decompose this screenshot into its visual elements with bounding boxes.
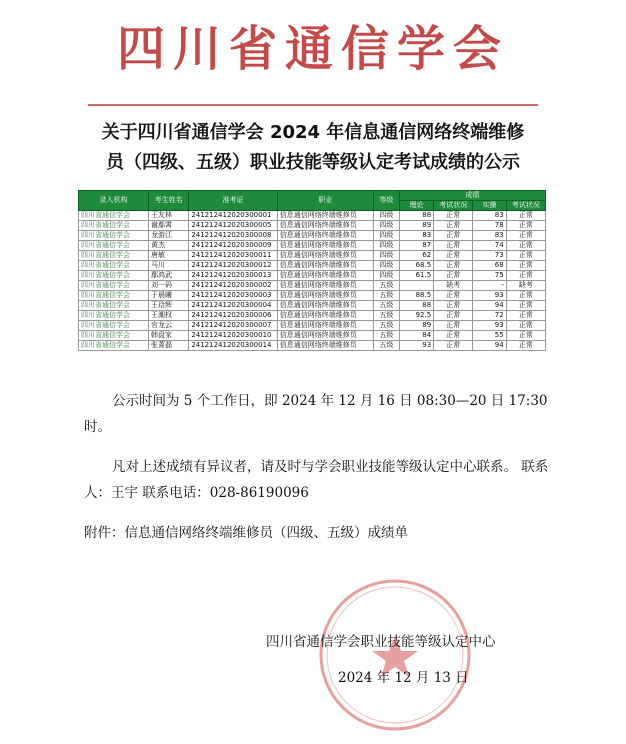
cell-name: 王潮权 xyxy=(149,311,189,321)
table-row xyxy=(79,341,546,351)
cell-job: 信息通信网络终端维修员 xyxy=(277,251,373,261)
cell-theory-status: 正常 xyxy=(434,261,473,271)
cell-theory-status: 正常 xyxy=(434,321,473,331)
cell-theory: 88 xyxy=(399,211,433,221)
cell-job: 信息通信网络终端维修员 xyxy=(277,311,373,321)
cell-theory-status: 正常 xyxy=(434,251,473,261)
cell-job: 信息通信网络终端维修员 xyxy=(277,301,373,311)
cell-practice-status: 正常 xyxy=(506,211,545,221)
cell-practice-status: 正常 xyxy=(506,331,545,341)
cell-cert: 241212412020300011 xyxy=(189,251,277,261)
cell-theory-status: 正常 xyxy=(434,331,473,341)
cell-cert: 241212412020300003 xyxy=(189,291,277,301)
cell-level: 四级 xyxy=(374,221,400,231)
cell-practice: 55 xyxy=(473,331,506,341)
cell-practice-status: 正常 xyxy=(506,341,545,351)
cell-practice: 93 xyxy=(473,321,506,331)
cell-org: 四川省通信学会 xyxy=(79,281,149,291)
cell-practice: 72 xyxy=(473,311,506,321)
header-practice-status: 考试状况 xyxy=(506,201,545,211)
table-row xyxy=(79,221,546,231)
table-row xyxy=(79,261,546,271)
cell-theory: 62 xyxy=(399,251,433,261)
cell-theory: 83 xyxy=(399,231,433,241)
cell-org: 四川省通信学会 xyxy=(79,291,149,301)
cell-job: 信息通信网络终端维修员 xyxy=(277,331,373,341)
cell-theory-status: 正常 xyxy=(434,231,473,241)
cell-job: 信息通信网络终端维修员 xyxy=(277,231,373,241)
cell-org: 四川省通信学会 xyxy=(79,241,149,251)
cell-theory: 61.5 xyxy=(399,271,433,281)
notice-period-paragraph: 公示时间为 5 个工作日，即 2024 年 12 月 16 日 08:30—20 日 17:30 时。 xyxy=(84,393,548,435)
attachment-paragraph: 附件：信息通信网络终端维修员（四级、五级）成绩单 xyxy=(84,525,408,541)
cell-theory: 88 xyxy=(399,301,433,311)
header-scores: 成绩 xyxy=(399,191,545,201)
table-row xyxy=(79,231,546,241)
cell-cert: 241212412020300007 xyxy=(189,321,277,331)
cell-practice-status: 正常 xyxy=(506,241,545,251)
document-title xyxy=(60,118,566,178)
header-practice: 实操 xyxy=(473,201,506,211)
table-row xyxy=(79,241,546,251)
cell-practice: 94 xyxy=(473,301,506,311)
cell-theory-status: 正常 xyxy=(434,271,473,281)
header-cert: 准考证 xyxy=(189,191,277,211)
cell-name: 官龙云 xyxy=(149,321,189,331)
cell-practice-status: 正常 xyxy=(506,291,545,301)
cell-theory: 87 xyxy=(399,241,433,251)
cell-practice-status: 正常 xyxy=(506,311,545,321)
cell-org: 四川省通信学会 xyxy=(79,211,149,221)
cell-practice: - xyxy=(473,281,506,291)
cell-level: 四级 xyxy=(374,251,400,261)
cell-cert: 241212412020300012 xyxy=(189,261,277,271)
cell-job: 信息通信网络终端维修员 xyxy=(277,261,373,271)
cell-level: 五级 xyxy=(374,321,400,331)
cell-theory: 92.5 xyxy=(399,311,433,321)
cell-level: 五级 xyxy=(374,311,400,321)
cell-theory-status: 正常 xyxy=(434,341,473,351)
cell-name: 黄杰 xyxy=(149,241,189,251)
letterhead: 四川省通信学会 xyxy=(116,21,509,77)
issuer-signature: 四川省通信学会职业技能等级认定中心 xyxy=(266,634,496,650)
cell-job: 信息通信网络终端维修员 xyxy=(277,281,373,291)
cell-job: 信息通信网络终端维修员 xyxy=(277,291,373,301)
cell-org: 四川省通信学会 xyxy=(79,331,149,341)
cell-theory: 88.5 xyxy=(399,291,433,301)
cell-practice: 83 xyxy=(473,211,506,221)
cell-practice-status: 正常 xyxy=(506,301,545,311)
cell-job: 信息通信网络终端维修员 xyxy=(277,321,373,331)
cell-level: 五级 xyxy=(374,291,400,301)
cell-name: 鄢鸿武 xyxy=(149,271,189,281)
cell-theory-status: 正常 xyxy=(434,241,473,251)
cell-org: 四川省通信学会 xyxy=(79,261,149,271)
cell-practice-status: 正常 xyxy=(506,321,545,331)
cell-theory: 93 xyxy=(399,341,433,351)
table-row xyxy=(79,211,546,221)
cell-name: 马川 xyxy=(149,261,189,271)
cell-org: 四川省通信学会 xyxy=(79,221,149,231)
cell-practice-status: 正常 xyxy=(506,251,545,261)
letterhead-divider xyxy=(88,104,538,106)
cell-level: 五级 xyxy=(374,281,400,291)
header-org: 录入机构 xyxy=(79,191,149,211)
cell-level: 五级 xyxy=(374,301,400,311)
cell-job: 信息通信网络终端维修员 xyxy=(277,241,373,251)
cell-theory-status: 正常 xyxy=(434,301,473,311)
cell-cert: 241212412020300004 xyxy=(189,301,277,311)
cell-cert: 241212412020300001 xyxy=(189,211,277,221)
title-line-1: 关于四川省通信学会 2024 年信息通信网络终端维修 xyxy=(101,122,525,143)
header-theory: 理论 xyxy=(399,201,433,211)
cell-cert: 241212412020300013 xyxy=(189,271,277,281)
cell-job: 信息通信网络终端维修员 xyxy=(277,211,373,221)
cell-job: 信息通信网络终端维修员 xyxy=(277,341,373,351)
cell-level: 四级 xyxy=(374,261,400,271)
cell-practice-status: 正常 xyxy=(506,221,545,231)
cell-theory-status: 缺考 xyxy=(434,281,473,291)
cell-org: 四川省通信学会 xyxy=(79,341,149,351)
cell-practice: 73 xyxy=(473,251,506,261)
cell-level: 四级 xyxy=(374,211,400,221)
header-job: 职业 xyxy=(277,191,373,211)
cell-theory-status: 正常 xyxy=(434,291,473,301)
cell-theory-status: 正常 xyxy=(434,211,473,221)
issue-date: 2024 年 12 月 13 日 xyxy=(338,670,469,686)
cell-job: 信息通信网络终端维修员 xyxy=(277,271,373,281)
cell-name: 张菁磊 xyxy=(149,341,189,351)
cell-theory xyxy=(399,281,433,291)
cell-name: 王琀辉 xyxy=(149,301,189,311)
official-seal xyxy=(315,575,475,735)
cell-practice-status: 正常 xyxy=(506,231,545,241)
cell-org: 四川省通信学会 xyxy=(79,321,149,331)
objection-contact-paragraph: 凡对上述成绩有异议者，请及时与学会职业技能等级认定中心联系。 联系人：王宇 联系电话：028-86190096 xyxy=(84,459,549,501)
cell-practice-status: 正常 xyxy=(506,271,545,281)
cell-cert: 241212412020300014 xyxy=(189,341,277,351)
cell-practice: 93 xyxy=(473,291,506,301)
cell-org: 四川省通信学会 xyxy=(79,271,149,281)
cell-theory: 68.5 xyxy=(399,261,433,271)
cell-practice-status: 缺考 xyxy=(506,281,545,291)
cell-name: 刘一码 xyxy=(149,281,189,291)
cell-cert: 241212412020300006 xyxy=(189,311,277,321)
cell-name: 韩盘家 xyxy=(149,331,189,341)
cell-cert: 241212412020300008 xyxy=(189,231,277,241)
table-row xyxy=(79,311,546,321)
cell-level: 五级 xyxy=(374,341,400,351)
cell-theory: 89 xyxy=(399,321,433,331)
cell-job: 信息通信网络终端维修员 xyxy=(277,221,373,231)
cell-level: 四级 xyxy=(374,271,400,281)
cell-theory: 84 xyxy=(399,331,433,341)
cell-level: 五级 xyxy=(374,331,400,341)
cell-cert: 241212412020300009 xyxy=(189,241,277,251)
table-row xyxy=(79,251,546,261)
cell-cert: 241212412020300002 xyxy=(189,281,277,291)
table-row xyxy=(79,271,546,281)
cell-level: 四级 xyxy=(374,231,400,241)
cell-practice-status: 正常 xyxy=(506,261,545,271)
cell-org: 四川省通信学会 xyxy=(79,301,149,311)
cell-cert: 241212412020300005 xyxy=(189,221,277,231)
cell-practice: 78 xyxy=(473,221,506,231)
cell-practice: 83 xyxy=(473,231,506,241)
cell-org: 四川省通信学会 xyxy=(79,231,149,241)
header-level: 等级 xyxy=(374,191,400,211)
cell-theory-status: 正常 xyxy=(434,221,473,231)
cell-level: 四级 xyxy=(374,241,400,251)
cell-name: 于晨曦 xyxy=(149,291,189,301)
cell-org: 四川省通信学会 xyxy=(79,311,149,321)
cell-practice: 75 xyxy=(473,271,506,281)
table-row xyxy=(79,281,546,291)
cell-practice: 94 xyxy=(473,341,506,351)
header-name: 考生姓名 xyxy=(149,191,189,211)
cell-name: 龙游江 xyxy=(149,231,189,241)
title-line-2: 员（四级、五级）职业技能等级认定考试成绩的公示 xyxy=(106,152,520,173)
cell-name: 王友林 xyxy=(149,211,189,221)
table-row xyxy=(79,301,546,311)
cell-cert: 241212412020300010 xyxy=(189,331,277,341)
cell-theory: 89 xyxy=(399,221,433,231)
cell-practice: 68 xyxy=(473,261,506,271)
cell-theory-status: 正常 xyxy=(434,311,473,321)
cell-practice: 74 xyxy=(473,241,506,251)
table-row xyxy=(79,321,546,331)
header-theory-status: 考试状况 xyxy=(434,201,473,211)
grade-table xyxy=(78,190,546,351)
table-row xyxy=(79,291,546,301)
cell-org: 四川省通信学会 xyxy=(79,251,149,261)
table-row xyxy=(79,331,546,341)
cell-name: 谢鄢霄 xyxy=(149,221,189,231)
cell-name: 唐敏 xyxy=(149,251,189,261)
